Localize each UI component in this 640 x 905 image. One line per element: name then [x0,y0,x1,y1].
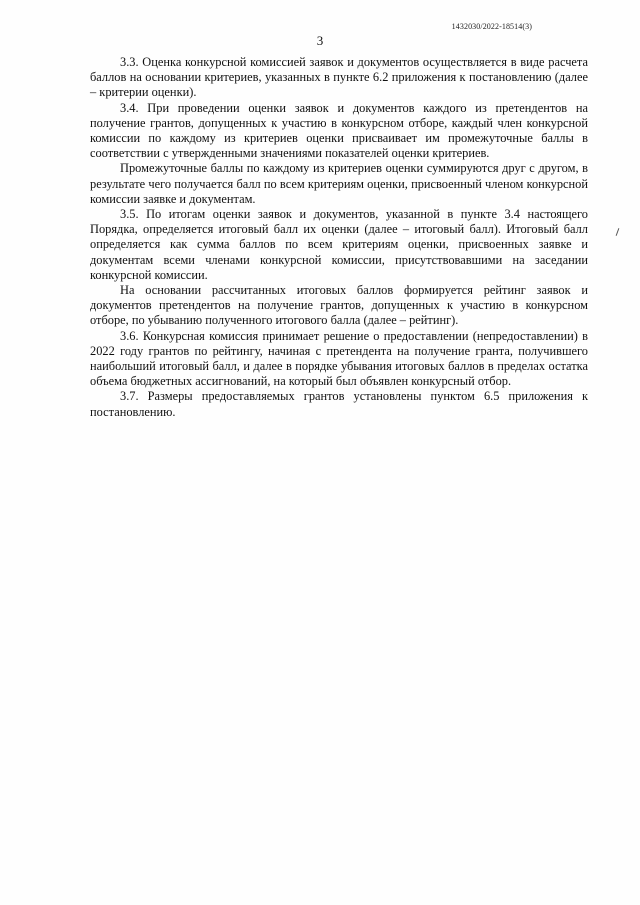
paragraph-3-4: 3.4. При проведении оценки заявок и документов каждого из претендентов на получение грантов, допущенных к участию в конкурсном отборе, каждый член конкурсной комиссии по каждому из критериев оценки присваивает им промежуточные баллы в соответствии с утвержденными значениями показателей оценки критериев. [90,100,588,161]
document-body [90,55,588,420]
page-number: 3 [316,33,324,48]
paragraph-3-7: 3.7. Размеры предоставляемых грантов установлены пунктом 6.5 приложения к постановлению. [90,389,588,419]
paragraph-3-3: 3.3. Оценка конкурсной комиссией заявок и документов осуществляется в виде расчета баллов на основании критериев, указанных в пункте 6.2 приложения к постановлению (далее – критерии оценки). [90,55,588,100]
paragraph-rating: На основании рассчитанных итоговых баллов формируется рейтинг заявок и документов претендентов на получение грантов, допущенных к участию в конкурсном отборе, по убыванию полученного итогового балла (далее – рейтинг). [90,283,588,328]
document-reference-number: 1432030/2022-18514(3) [451,22,532,31]
scan-artifact-mark [616,228,620,236]
paragraph-intermediate-scores: Промежуточные баллы по каждому из критериев оценки суммируются друг с другом, в результате чего получается балл по всем критериям оценки, присвоенный членом конкурсной комиссии заявке и документам. [90,161,588,206]
paragraph-3-5: 3.5. По итогам оценки заявок и документов, указанной в пункте 3.4 настоящего Порядка, определяется итоговый балл их оценки (далее – итоговый балл). Итоговый балл определяется как сумма баллов по всем критериям оценки, присвоенных заявке и документам всеми членами конкурсной комиссии, присутствовавшими на заседании конкурсной комиссии. [90,207,588,282]
paragraph-3-6: 3.6. Конкурсная комиссия принимает решение о предоставлении (непредоставлении) в 2022 году грантов по рейтингу, начиная с претендента на получение гранта, получившего наибольший итоговый балл, и далее в порядке убывания итоговых баллов в пределах остатка объема бюджетных ассигнований, на который был объявлен конкурсный отбор. [90,328,588,389]
